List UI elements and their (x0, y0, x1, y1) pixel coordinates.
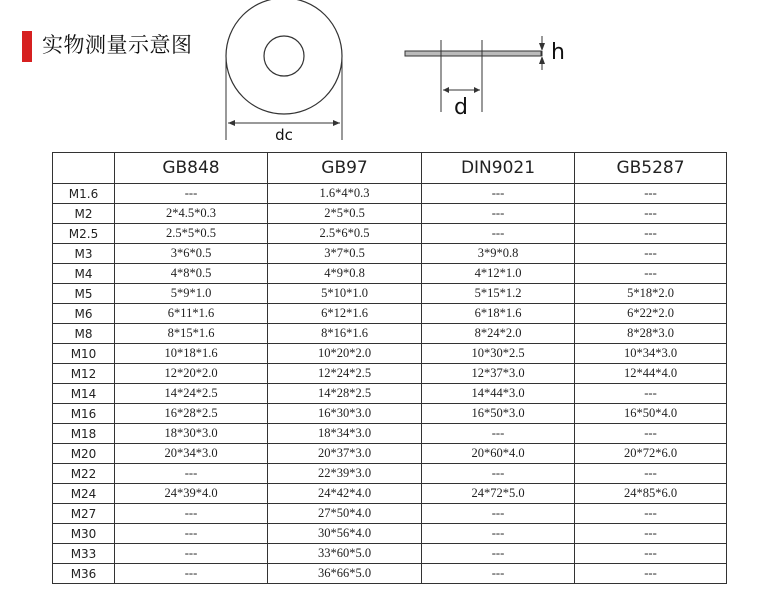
table-row (53, 384, 727, 404)
spec-cell: 16*50*3.0 (422, 404, 575, 424)
washer-side-view (405, 36, 565, 120)
spec-cell: 10*20*2.0 (268, 344, 422, 364)
table-row (53, 244, 727, 264)
spec-cell: 14*44*3.0 (422, 384, 575, 404)
spec-cell: 2*5*0.5 (268, 204, 422, 224)
spec-cell: --- (422, 464, 575, 484)
table-row (53, 204, 727, 224)
spec-cell: 12*24*2.5 (268, 364, 422, 384)
size-cell: M6 (53, 304, 115, 324)
spec-cell: 6*11*1.6 (115, 304, 268, 324)
spec-cell: --- (422, 524, 575, 544)
spec-cell: --- (575, 524, 727, 544)
dc-label: dc (275, 126, 293, 144)
spec-cell: 20*60*4.0 (422, 444, 575, 464)
spec-cell: 16*30*3.0 (268, 404, 422, 424)
spec-cell: 16*28*2.5 (115, 404, 268, 424)
spec-cell: 12*20*2.0 (115, 364, 268, 384)
washer-inner-circle (264, 36, 304, 76)
size-cell: M22 (53, 464, 115, 484)
spec-cell: --- (115, 184, 268, 204)
column-header-din9021: DIN9021 (422, 153, 575, 184)
table-row (53, 504, 727, 524)
size-cell: M12 (53, 364, 115, 384)
washer-side-profile (405, 51, 541, 56)
spec-cell: 30*56*4.0 (268, 524, 422, 544)
spec-cell: 2.5*5*0.5 (115, 224, 268, 244)
washer-diagram (0, 0, 769, 150)
size-cell: M30 (53, 524, 115, 544)
spec-cell: --- (422, 184, 575, 204)
spec-cell: 8*16*1.6 (268, 324, 422, 344)
spec-cell: 20*37*3.0 (268, 444, 422, 464)
spec-cell: 6*22*2.0 (575, 304, 727, 324)
spec-cell: 18*34*3.0 (268, 424, 422, 444)
spec-cell: --- (575, 264, 727, 284)
spec-cell: 5*18*2.0 (575, 284, 727, 304)
spec-cell: --- (115, 504, 268, 524)
spec-cell: 5*10*1.0 (268, 284, 422, 304)
spec-cell: 5*15*1.2 (422, 284, 575, 304)
size-cell: M36 (53, 564, 115, 584)
spec-cell: --- (575, 464, 727, 484)
spec-cell: --- (115, 464, 268, 484)
h-arrow-bottom (539, 56, 545, 64)
column-header-gb5287: GB5287 (575, 153, 727, 184)
table-row (53, 324, 727, 344)
size-cell: M33 (53, 544, 115, 564)
dc-arrow-right (333, 120, 340, 126)
spec-cell: 3*6*0.5 (115, 244, 268, 264)
spec-cell: --- (422, 564, 575, 584)
spec-cell: 24*85*6.0 (575, 484, 727, 504)
spec-cell: 4*8*0.5 (115, 264, 268, 284)
h-label: h (551, 40, 565, 65)
size-cell: M3 (53, 244, 115, 264)
spec-cell: --- (575, 224, 727, 244)
washer-front-view (226, 0, 342, 144)
spec-cell: 12*44*4.0 (575, 364, 727, 384)
washer-outer-circle (226, 0, 342, 114)
spec-cell: 1.6*4*0.3 (268, 184, 422, 204)
spec-cell: 24*42*4.0 (268, 484, 422, 504)
spec-cell: 6*12*1.6 (268, 304, 422, 324)
size-cell: M10 (53, 344, 115, 364)
spec-cell: 14*24*2.5 (115, 384, 268, 404)
size-cell: M20 (53, 444, 115, 464)
size-cell: M24 (53, 484, 115, 504)
washer-size-table (52, 152, 727, 584)
spec-cell: --- (575, 544, 727, 564)
size-cell: M2 (53, 204, 115, 224)
table-row (53, 264, 727, 284)
table-row (53, 444, 727, 464)
size-cell: M18 (53, 424, 115, 444)
spec-cell: 3*9*0.8 (422, 244, 575, 264)
table-row (53, 364, 727, 384)
spec-cell: --- (575, 244, 727, 264)
size-cell: M16 (53, 404, 115, 424)
table-header-row (53, 153, 727, 184)
spec-cell: --- (575, 204, 727, 224)
spec-cell: --- (575, 424, 727, 444)
table-row (53, 564, 727, 584)
spec-cell: 8*24*2.0 (422, 324, 575, 344)
spec-cell: --- (575, 504, 727, 524)
h-arrow-top (539, 43, 545, 51)
spec-cell: 24*39*4.0 (115, 484, 268, 504)
spec-cell: 4*9*0.8 (268, 264, 422, 284)
spec-cell: --- (575, 184, 727, 204)
spec-cell: --- (115, 524, 268, 544)
spec-cell: --- (575, 564, 727, 584)
spec-cell: --- (422, 204, 575, 224)
spec-cell: 16*50*4.0 (575, 404, 727, 424)
spec-cell: 6*18*1.6 (422, 304, 575, 324)
table-body (53, 184, 727, 584)
d-arrow-left (443, 87, 449, 93)
spec-cell: 3*7*0.5 (268, 244, 422, 264)
d-arrow-right (474, 87, 480, 93)
section-title: 实物测量示意图 (42, 33, 193, 57)
spec-cell: 18*30*3.0 (115, 424, 268, 444)
table-row (53, 424, 727, 444)
table-row (53, 224, 727, 244)
size-cell: M14 (53, 384, 115, 404)
spec-cell: 22*39*3.0 (268, 464, 422, 484)
spec-cell: 20*72*6.0 (575, 444, 727, 464)
column-header-size (53, 153, 115, 184)
table-row (53, 184, 727, 204)
spec-cell: 33*60*5.0 (268, 544, 422, 564)
table-row (53, 304, 727, 324)
size-cell: M2.5 (53, 224, 115, 244)
table-row (53, 344, 727, 364)
spec-cell: 14*28*2.5 (268, 384, 422, 404)
spec-cell: 36*66*5.0 (268, 564, 422, 584)
table-row (53, 284, 727, 304)
spec-cell: 5*9*1.0 (115, 284, 268, 304)
spec-cell: --- (575, 384, 727, 404)
size-cell: M27 (53, 504, 115, 524)
size-cell: M5 (53, 284, 115, 304)
spec-cell: --- (115, 544, 268, 564)
spec-cell: --- (422, 544, 575, 564)
table-row (53, 544, 727, 564)
spec-cell: --- (115, 564, 268, 584)
size-cell: M8 (53, 324, 115, 344)
table-row (53, 484, 727, 504)
table-row (53, 464, 727, 484)
spec-cell: 8*28*3.0 (575, 324, 727, 344)
spec-cell: 24*72*5.0 (422, 484, 575, 504)
spec-cell: 4*12*1.0 (422, 264, 575, 284)
spec-cell: 10*34*3.0 (575, 344, 727, 364)
spec-cell: 2*4.5*0.3 (115, 204, 268, 224)
spec-cell: 27*50*4.0 (268, 504, 422, 524)
spec-cell: 2.5*6*0.5 (268, 224, 422, 244)
size-cell: M4 (53, 264, 115, 284)
spec-cell: 20*34*3.0 (115, 444, 268, 464)
spec-cell: 10*30*2.5 (422, 344, 575, 364)
spec-cell: 12*37*3.0 (422, 364, 575, 384)
spec-cell: --- (422, 504, 575, 524)
spec-cell: --- (422, 424, 575, 444)
size-cell: M1.6 (53, 184, 115, 204)
dc-arrow-left (228, 120, 235, 126)
d-label: d (454, 95, 468, 120)
column-header-gb848: GB848 (115, 153, 268, 184)
column-header-gb97: GB97 (268, 153, 422, 184)
spec-cell: --- (422, 224, 575, 244)
spec-cell: 10*18*1.6 (115, 344, 268, 364)
table-row (53, 524, 727, 544)
table-row (53, 404, 727, 424)
spec-cell: 8*15*1.6 (115, 324, 268, 344)
